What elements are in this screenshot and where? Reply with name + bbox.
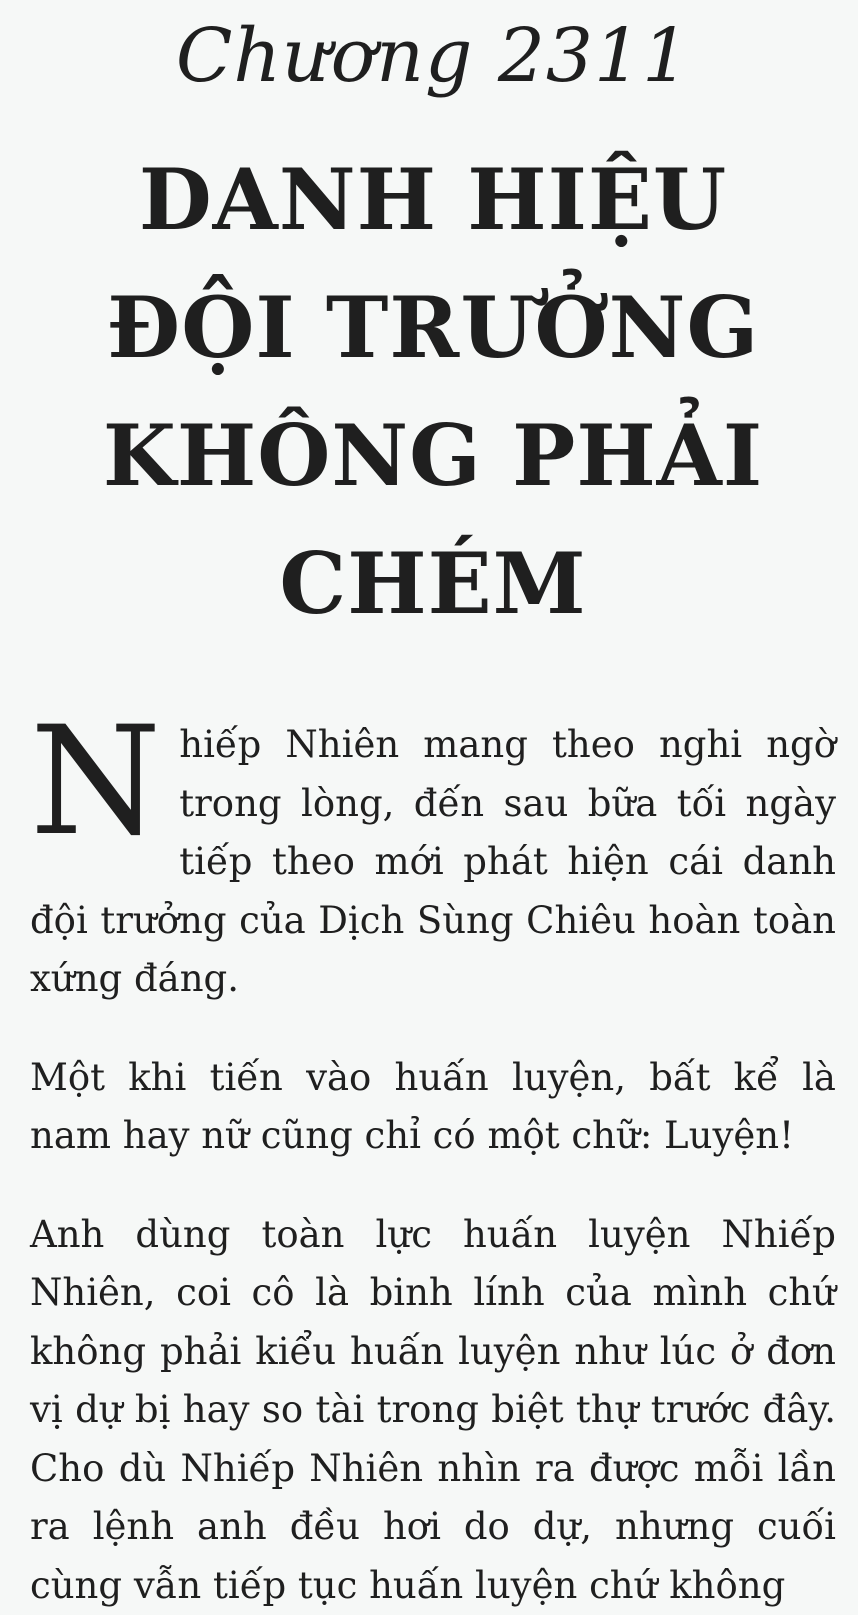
chapter-body	[30, 716, 836, 1615]
paragraph	[30, 716, 836, 1009]
paragraph	[30, 1049, 836, 1166]
reader-page[interactable]	[0, 12, 858, 1484]
drop-cap: N	[30, 726, 161, 846]
paragraph	[30, 1206, 836, 1615]
chapter-title: DANH HIỆU ĐỘI TRƯỞNG KHÔNG PHẢI CHÉM	[30, 136, 836, 648]
paragraph-text: Anh dùng toàn lực huấn luyện Nhiếp Nhiên, coi cô là binh lính của mình chứ không phải kiểu huấn luyện như lúc ở đơn vị dự bị hay so tài trong biệt thự trước đây. Cho dù Nhiếp Nhiên nhìn ra được mỗi lần ra lệnh anh đều hơi do dự, nhưng cuối cùng vẫn tiếp tục huấn luyện chứ không	[30, 1213, 836, 1607]
paragraph-text: hiếp Nhiên mang theo nghi ngờ trong lòng, đến sau bữa tối ngày tiếp theo mới phát hiện cái danh đội trưởng của Dịch Sùng Chiêu hoàn toàn xứng đáng.	[30, 723, 836, 1000]
chapter-number: Chương 2311	[30, 12, 836, 100]
paragraph-text: Một khi tiến vào huấn luyện, bất kể là nam hay nữ cũng chỉ có một chữ: Luyện!	[30, 1056, 836, 1158]
